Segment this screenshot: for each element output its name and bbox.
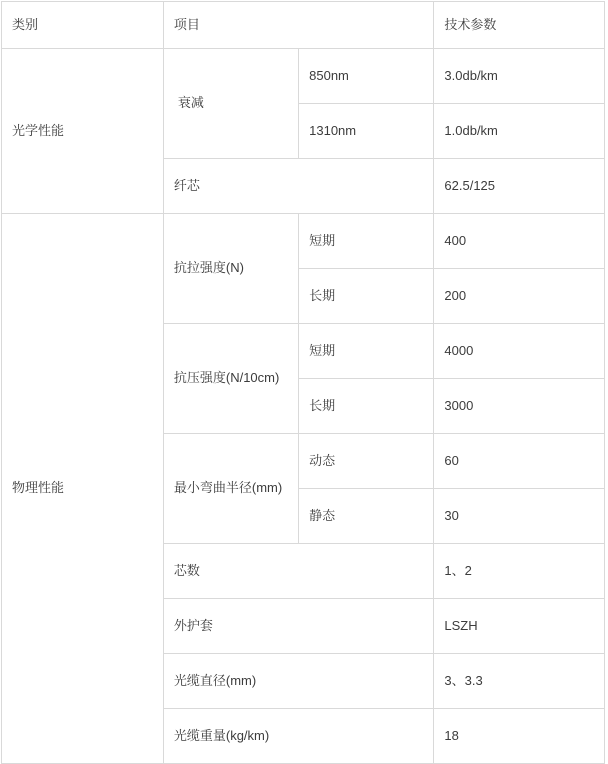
header-item: 项目 (163, 2, 434, 49)
value-850nm: 3.0db/km (434, 49, 605, 104)
sub-tensile-short: 短期 (299, 214, 434, 269)
optical-cable-spec-table (1, 1, 605, 764)
sub-850nm: 850nm (299, 49, 434, 104)
item-attenuation (163, 49, 298, 159)
sub-tensile-long: 长期 (299, 269, 434, 324)
value-outer-jacket: LSZH (434, 599, 605, 654)
item-crush-resistance: 抗压强度(N/10cm) (163, 324, 298, 434)
sub-bend-dynamic: 动态 (299, 434, 434, 489)
value-bend-static: 30 (434, 489, 605, 544)
spec-table-container (0, 1, 608, 743)
value-cable-diameter: 3、3.3 (434, 654, 605, 709)
item-core-count: 芯数 (163, 544, 434, 599)
sub-crush-long: 长期 (299, 379, 434, 434)
category-optical: 光学性能 (2, 49, 164, 214)
header-category: 类别 (2, 2, 164, 49)
sub-1310nm: 1310nm (299, 104, 434, 159)
item-tensile-strength: 抗拉强度(N) (163, 214, 298, 324)
table-row (2, 49, 605, 104)
value-crush-long: 3000 (434, 379, 605, 434)
sub-crush-short: 短期 (299, 324, 434, 379)
value-tensile-long: 200 (434, 269, 605, 324)
item-cable-weight: 光缆重量(kg/km) (163, 709, 434, 764)
table-row (2, 214, 605, 269)
value-fiber-core: 62.5/125 (434, 159, 605, 214)
value-bend-dynamic: 60 (434, 434, 605, 489)
item-cable-diameter: 光缆直径(mm) (163, 654, 434, 709)
value-1310nm: 1.0db/km (434, 104, 605, 159)
value-tensile-short: 400 (434, 214, 605, 269)
item-fiber-core: 纤芯 (163, 159, 434, 214)
sub-bend-static: 静态 (299, 489, 434, 544)
value-cable-weight: 18 (434, 709, 605, 764)
value-core-count: 1、2 (434, 544, 605, 599)
table-header-row (2, 2, 605, 49)
item-min-bend-radius: 最小弯曲半径(mm) (163, 434, 298, 544)
header-parameter: 技术参数 (434, 2, 605, 49)
category-physical: 物理性能 (2, 214, 164, 764)
value-crush-short: 4000 (434, 324, 605, 379)
item-outer-jacket: 外护套 (163, 599, 434, 654)
item-attenuation-label: 衰减 (177, 95, 204, 111)
